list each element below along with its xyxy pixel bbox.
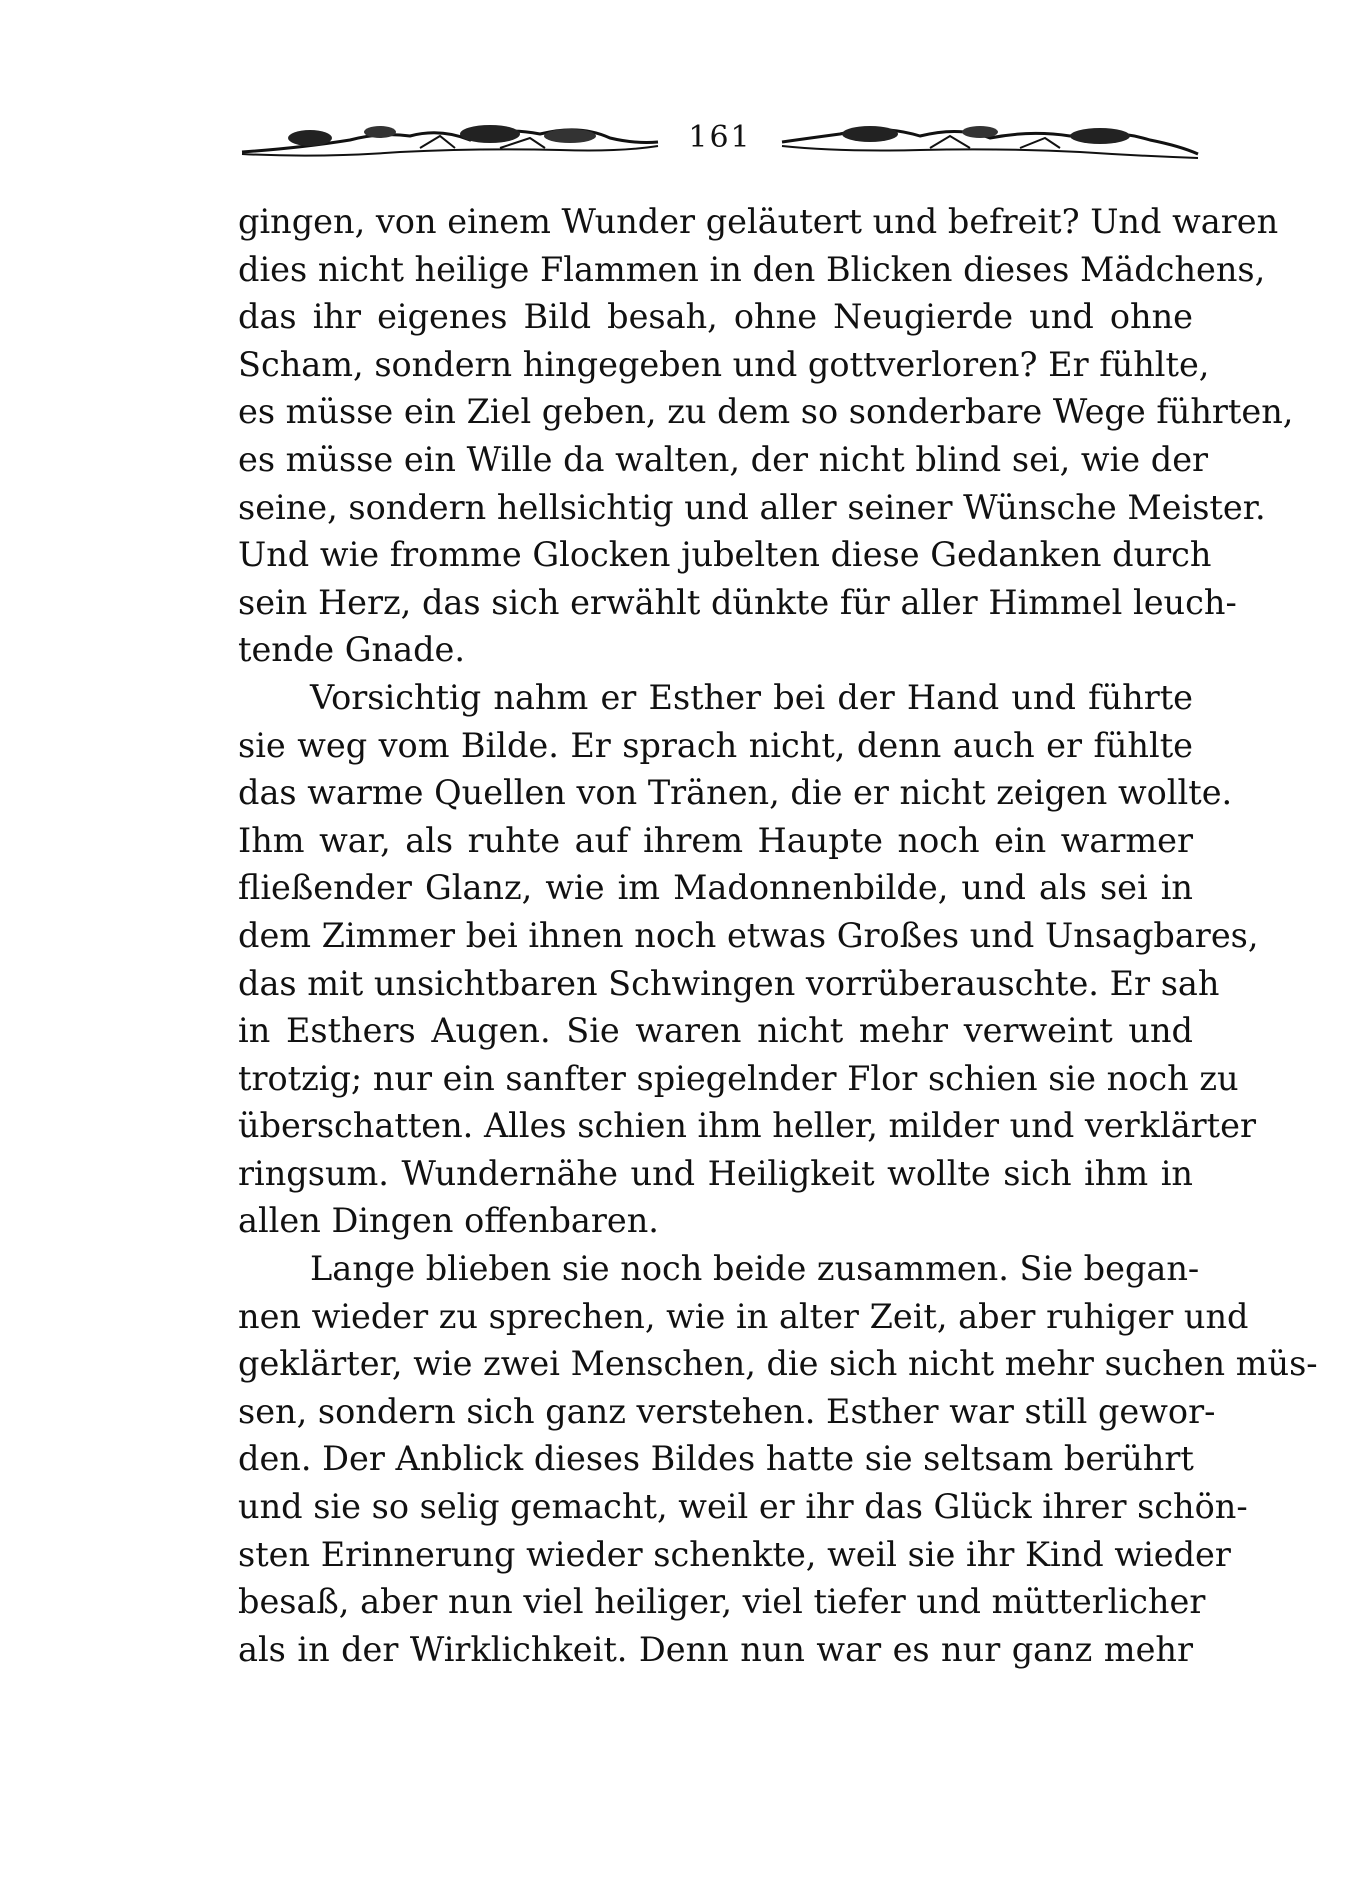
text-line: sten Erinnerung wieder schenkte, weil sie ihr Kind wieder (238, 1534, 1231, 1574)
text-line: das warme Quellen von Tränen, die er nicht zeigen wollte. (238, 773, 1233, 813)
text-line: das ihr eigenes Bild besah, ohne Neugierde und ohne (238, 297, 1193, 337)
text-line: überschatten. Alles schien ihm heller, milder und verklärter (238, 1106, 1256, 1146)
text-line: ringsum. Wundernähe und Heiligkeit wollte sich ihm in (238, 1153, 1193, 1193)
text-line: sen, sondern sich ganz verstehen. Esther war still gewor- (238, 1391, 1216, 1431)
text-line: geklärter, wie zwei Menschen, die sich nicht mehr suchen müs- (238, 1344, 1318, 1384)
text-line: fließender Glanz, wie im Madonnenbilde, und als sei in (238, 868, 1193, 908)
text-line: dem Zimmer bei ihnen noch etwas Großes und Unsagbares, (238, 915, 1259, 955)
right-ornament-vignette (780, 118, 1200, 168)
text-line: dies nicht heilige Flammen in den Blicken dieses Mädchens, (238, 249, 1266, 289)
text-line: in Esthers Augen. Sie waren nicht mehr verweint und (238, 1011, 1193, 1051)
text-line: seine, sondern hellsichtig und aller seiner Wünsche Meister. (238, 487, 1266, 527)
text-line: nen wieder zu sprechen, wie in alter Zeit, aber ruhiger und (238, 1296, 1249, 1336)
text-line: trotzig; nur ein sanfter spiegelnder Flor schien sie noch zu (238, 1058, 1239, 1098)
text-line: den. Der Anblick dieses Bildes hatte sie seltsam berührt (238, 1439, 1194, 1479)
body-text (238, 198, 1318, 1673)
text-line: als in der Wirklichkeit. Denn nun war es nur ganz mehr (238, 1629, 1193, 1669)
text-line: Scham, sondern hingegeben und gottverloren? Er fühlte, (238, 344, 1210, 384)
text-line: besaß, aber nun viel heiliger, viel tiefer und mütterlicher (238, 1582, 1206, 1622)
text-line: es müsse ein Wille da walten, der nicht blind sei, wie der (238, 439, 1209, 479)
text-line: Vorsichtig nahm er Esther bei der Hand und führte (310, 677, 1193, 717)
text-line: tende Gnade. (238, 630, 466, 670)
page-number: 161 (688, 120, 752, 155)
paragraph (238, 674, 1259, 1245)
text-line: Ihm war, als ruhte auf ihrem Haupte noch ein warmer (238, 820, 1193, 860)
text-line: das mit unsichtbaren Schwingen vorrüberauschte. Er sah (238, 963, 1220, 1003)
paragraph (238, 1245, 1318, 1673)
paragraph (238, 198, 1294, 674)
text-line: und sie so selig gemacht, weil er ihr das Glück ihrer schön- (238, 1487, 1248, 1527)
text-line: Und wie fromme Glocken jubelten diese Gedanken durch (238, 535, 1212, 575)
text-line: Lange blieben sie noch beide zusammen. Sie began- (310, 1249, 1200, 1289)
text-line: sie weg vom Bilde. Er sprach nicht, denn auch er fühlte (238, 725, 1193, 765)
text-line: es müsse ein Ziel geben, zu dem so sonderbare Wege führten, (238, 392, 1294, 432)
text-line: gingen, von einem Wunder geläutert und befreit? Und waren (238, 202, 1279, 241)
text-line: allen Dingen offenbaren. (238, 1201, 659, 1241)
text-line: sein Herz, das sich erwählt dünkte für aller Himmel leuch- (238, 582, 1237, 622)
page-header (240, 112, 1200, 172)
